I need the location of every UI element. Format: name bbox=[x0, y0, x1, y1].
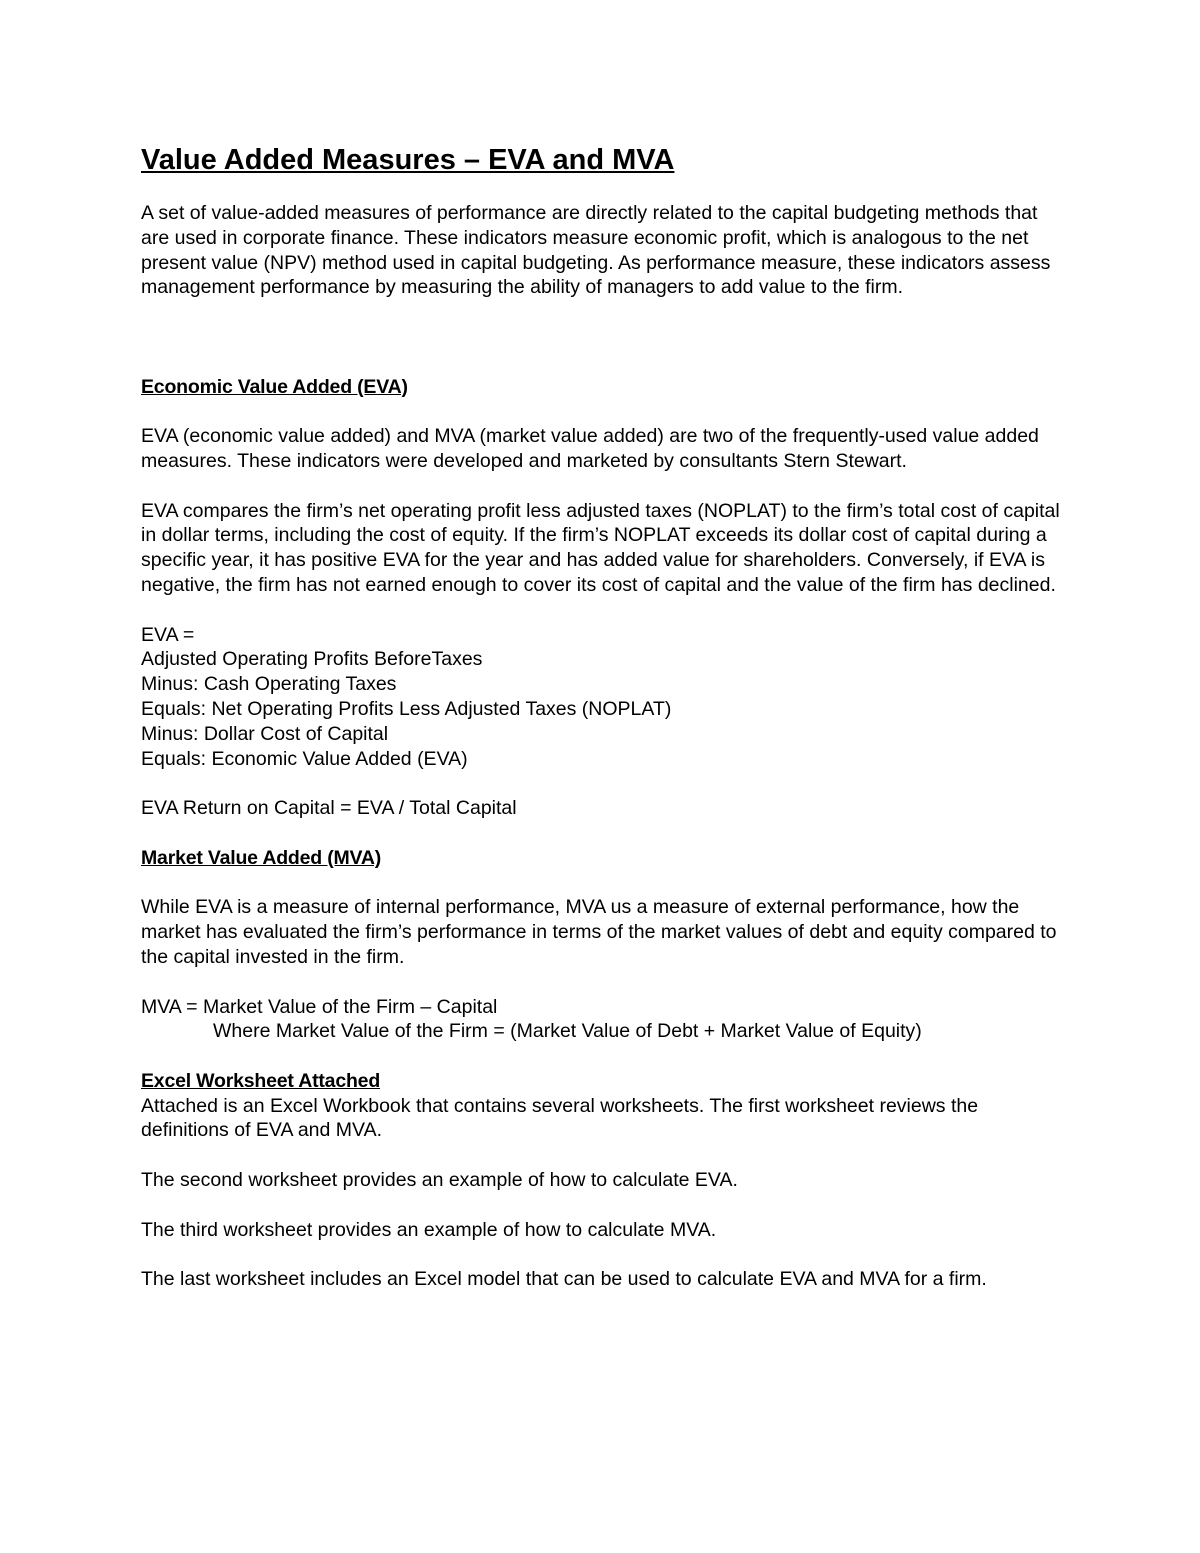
eva-formula-line: Minus: Cash Operating Taxes bbox=[141, 673, 397, 696]
eva-formula-block bbox=[141, 623, 1071, 772]
spacer bbox=[141, 1143, 1071, 1168]
eva-formula-line: Adjusted Operating Profits BeforeTaxes bbox=[141, 648, 483, 671]
spacer bbox=[141, 771, 1071, 796]
eva-return-formula: EVA Return on Capital = EVA / Total Capital bbox=[141, 797, 517, 820]
spacer bbox=[141, 350, 1071, 375]
mva-paragraph: While EVA is a measure of internal performance, MVA us a measure of external performance, how the market has evaluated the firm’s performance in terms of the market values of debt and equity compared to the capital invested in the firm. bbox=[141, 896, 1057, 968]
eva-paragraph-1: EVA (economic value added) and MVA (market value added) are two of the frequently-used value added measures. These indicators were developed and marketed by consultants Stern Stewart. bbox=[141, 425, 1039, 472]
eva-formula-line: EVA = bbox=[141, 623, 195, 646]
mva-heading: Market Value Added (MVA) bbox=[141, 846, 382, 869]
spacer bbox=[141, 180, 1071, 201]
eva-formula-line: Equals: Net Operating Profits Less Adjusted Taxes (NOPLAT) bbox=[141, 697, 672, 720]
document-title: Value Added Measures – EVA and MVA bbox=[141, 144, 675, 176]
document-body bbox=[141, 140, 1071, 1292]
eva-formula-line: Minus: Dollar Cost of Capital bbox=[141, 722, 389, 745]
spacer bbox=[141, 474, 1071, 499]
eva-formula-line: Equals: Economic Value Added (EVA) bbox=[141, 747, 468, 770]
eva-heading: Economic Value Added (EVA) bbox=[141, 375, 408, 398]
spacer bbox=[141, 598, 1071, 623]
spacer bbox=[141, 1242, 1071, 1267]
excel-paragraph-4: The last worksheet includes an Excel model that can be used to calculate EVA and MVA for a firm. bbox=[141, 1268, 987, 1291]
spacer bbox=[141, 399, 1071, 424]
mva-formula: MVA = Market Value of the Firm – Capital bbox=[141, 995, 498, 1018]
intro-paragraph: A set of value-added measures of performance are directly related to the capital budgeting methods that are used in corporate finance. These indicators measure economic profit, which is analogous to the net present value (NPV) method used in capital budgeting. As performance measure, these indicators assess management performance by measuring the ability of managers to add value to the firm. bbox=[141, 202, 1051, 299]
spacer bbox=[141, 970, 1071, 995]
excel-paragraph-3: The third worksheet provides an example of how to calculate MVA. bbox=[141, 1218, 717, 1241]
spacer bbox=[141, 871, 1071, 896]
excel-paragraph-2: The second worksheet provides an example of how to calculate EVA. bbox=[141, 1169, 738, 1192]
excel-paragraph-1: Attached is an Excel Workbook that contains several worksheets. The first worksheet reviews the definitions of EVA and MVA. bbox=[141, 1094, 979, 1142]
spacer bbox=[141, 1193, 1071, 1218]
spacer bbox=[141, 1044, 1071, 1069]
spacer bbox=[141, 300, 1071, 350]
excel-heading: Excel Worksheet Attached bbox=[141, 1069, 381, 1092]
spacer bbox=[141, 821, 1071, 846]
eva-paragraph-2: EVA compares the firm’s net operating profit less adjusted taxes (NOPLAT) to the firm’s total cost of capital in dollar terms, including the cost of equity. If the firm’s NOPLAT exceeds its dollar cost of capital during a specific year, it has positive EVA for the year and has added value for shareholders. Conversely, if EVA is negative, the firm has not earned enough to cover its cost of capital and the value of the firm has declined. bbox=[141, 499, 1060, 596]
mva-formula-detail: Where Market Value of the Firm = (Market Value of Debt + Market Value of Equity) bbox=[213, 1020, 922, 1043]
